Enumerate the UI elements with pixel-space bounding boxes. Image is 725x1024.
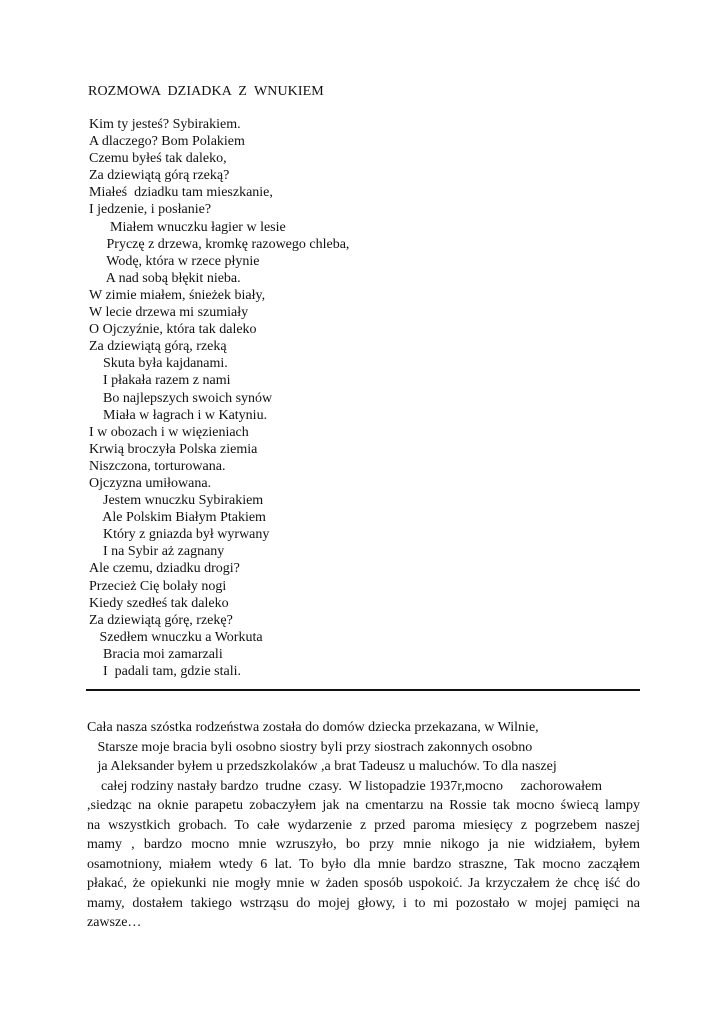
poem-line: Miała w łagrach i w Katyniu. [89, 407, 268, 423]
prose-paragraph [87, 718, 640, 933]
prose-line: Cała nasza szóstka rodzeństwa została do domów dziecka przekazana, w Wilnie, [87, 720, 539, 735]
poem-line: I w obozach i w więzieniach [89, 424, 249, 440]
poem-line: Jestem wnuczku Sybirakiem [89, 493, 264, 509]
prose-line: mamy, dostałem takiego wstrząsu do mojej głowy, i to mi pozostało w mojej pamięci na [87, 895, 640, 911]
poem-line: W lecie drzewa mi szumiały [89, 305, 249, 321]
poem-line: Krwią broczyła Polska ziemia [89, 441, 258, 457]
poem-line: Kim ty jesteś? Sybirakiem. [89, 117, 241, 132]
poem-line: I płakała razem z nami [89, 373, 231, 389]
poem-line: A dlaczego? Bom Polakiem [89, 134, 245, 150]
poem-title: ROZMOWA DZIADKA Z WNUKIEM [88, 84, 324, 99]
poem-line: Bo najlepszych swoich synów [89, 390, 273, 406]
prose-line: osamotniony, miałem wtedy 6 lat. To było dla mnie bardzo straszne, Tak mocno zacząłem [87, 856, 640, 872]
poem-line: Za dziewiątą górą, rzeką [89, 339, 227, 355]
poem-line: Ale Polskim Białym Ptakiem [89, 510, 266, 526]
poem-line: Niszczona, torturowana. [89, 458, 226, 474]
horizontal-divider [86, 689, 640, 691]
poem-line: A nad sobą błękit nieba. [89, 270, 241, 286]
poem-line: Ojczyzna umiłowana. [89, 475, 212, 491]
prose-line: ,siedząc na oknie parapetu zobaczyłem jak na cmentarzu na Rossie tak mocno świecą lampy [87, 798, 640, 813]
poem-line: Za dziewiątą górą rzeką? [89, 168, 230, 184]
poem-line: I jedzenie, i posłanie? [89, 202, 212, 218]
prose-line: Starsze moje bracia byli osobno siostry byli przy siostrach zakonnych osobno [87, 739, 533, 755]
poem [89, 116, 649, 680]
poem-line: Kiedy szedłeś tak daleko [89, 595, 229, 611]
prose-line: płakać, że opiekunki nie mogły mnie w żaden sposób uspokoić. Ja krzyczałem że chcę iść do [87, 876, 640, 891]
prose-line: na wszystkich grobach. To całe wydarzenie z przed paroma miesięcy z pogrzebem naszej [87, 817, 640, 833]
poem-line: Za dziewiątą górę, rzekę? [89, 612, 233, 628]
poem-line: Skuta była kajdanami. [89, 356, 228, 372]
poem-line: I na Sybir aż zagnany [89, 544, 225, 560]
poem-line: Miałeś dziadku tam mieszkanie, [89, 185, 273, 201]
prose-line: całej rodziny nastały bardzo trudne czasy. W listopadzie 1937r,mocno zachorowałem [87, 778, 603, 794]
poem-line: Czemu byłeś tak daleko, [89, 151, 227, 167]
poem-line: Wodę, która w rzece płynie [89, 253, 260, 269]
poem-line: Szedłem wnuczku a Workuta [89, 629, 263, 645]
prose-line: zawsze… [87, 915, 142, 930]
poem-line: Który z gniazda był wyrwany [89, 527, 270, 543]
poem-line: I padali tam, gdzie stali. [89, 664, 242, 679]
prose-line: mamy , bardzo mocno mnie wzruszyło, bo przy mnie nikogo ja nie widziałem, byłem [87, 837, 640, 852]
poem-line: O Ojczyźnie, która tak daleko [89, 322, 257, 338]
poem-line: Miałem wnuczku łagier w lesie [89, 219, 286, 235]
poem-line: Ale czemu, dziadku drogi? [89, 561, 240, 577]
poem-line: Bracia moi zamarzali [89, 646, 223, 662]
poem-line: Przecież Cię bolały nogi [89, 578, 227, 594]
prose-line: ja Aleksander byłem u przedszkolaków ,a brat Tadeusz u maluchów. To dla naszej [87, 759, 557, 774]
poem-line: W zimie miałem, śnieżek biały, [89, 287, 266, 303]
poem-line: Pryczę z drzewa, kromkę razowego chleba, [89, 236, 350, 252]
